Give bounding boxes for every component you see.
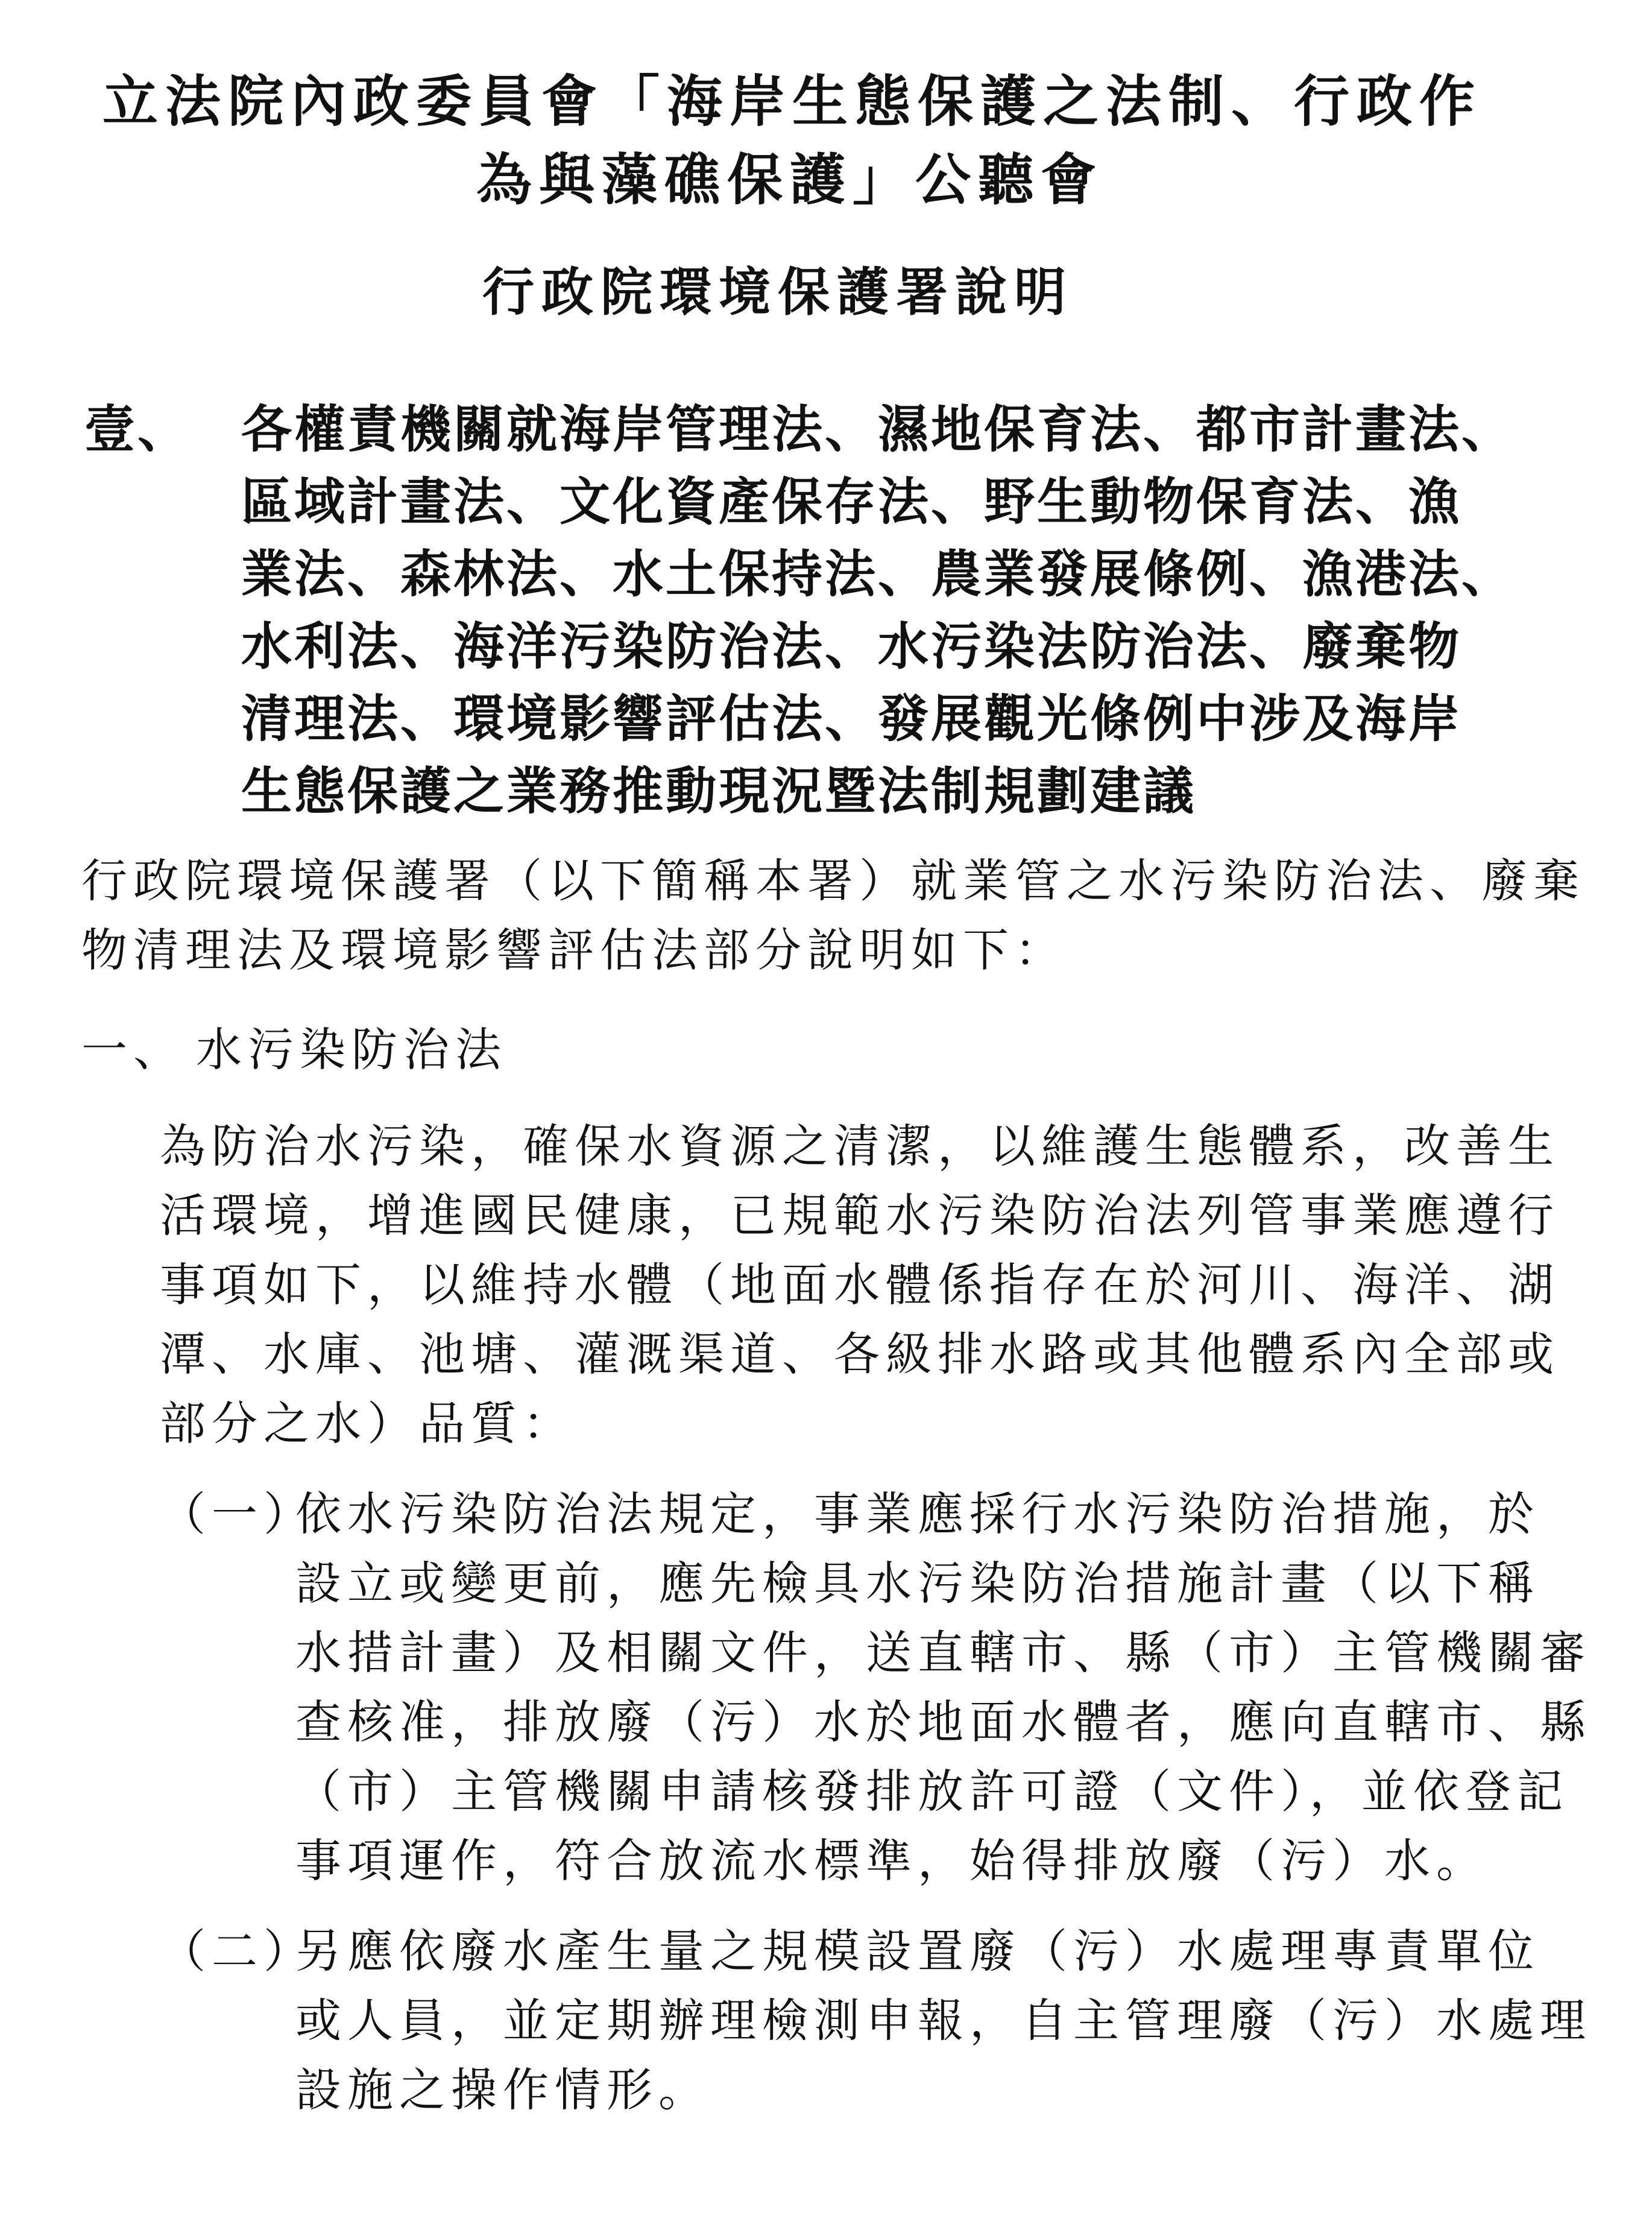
sub-item-2-marker: （二） <box>160 1924 315 1978</box>
section-1-marker: 壹、 <box>84 399 191 459</box>
item-1-para-line-5: 部分之水）品質： <box>160 1397 575 1450</box>
sub-item-1-line-2: 設立或變更前，應先檢具水污染防治措施計畫（以下稱 <box>295 1556 1540 1610</box>
item-1-para-line-2: 活環境，增進國民健康，已規範水污染防治法列管事業應遵行 <box>160 1189 1560 1242</box>
sub-item-2-line-3: 設施之操作情形。 <box>295 2063 710 2117</box>
item-1-para-line-1: 為防治水污染，確保水資源之清潔，以維護生態體系，改善生 <box>160 1119 1560 1173</box>
section-1-line-2: 區域計畫法、文化資產保存法、野生動物保育法、漁 <box>241 472 1462 531</box>
section-1-line-1: 各權責機關就海岸管理法、濕地保育法、都市計畫法、 <box>241 399 1515 459</box>
subtitle: 行政院環境保護署說明 <box>482 262 1073 323</box>
item-1-para-line-3: 事項如下，以維持水體（地面水體係指存在於河川、海洋、湖 <box>160 1258 1560 1312</box>
title-line-2: 為與藻礁保護」公聽會 <box>476 147 1104 212</box>
sub-item-1-line-4: 查核准，排放廢（污）水於地面水體者，應向直轄市、縣 <box>295 1695 1592 1749</box>
section-1-line-4: 水利法、海洋污染防治法、水污染法防治法、廢棄物 <box>241 616 1462 676</box>
sub-item-2-line-1: 另應依廢水產生量之規模設置廢（污）水處理專責單位 <box>295 1924 1540 1978</box>
intro-line-1: 行政院環境保護署（以下簡稱本署）就業管之水污染防治法、廢棄 <box>81 854 1585 908</box>
sub-item-1-line-5: （市）主管機關申請核發排放許可證（文件），並依登記 <box>295 1764 1569 1818</box>
sub-item-1-line-1: 依水污染防治法規定，事業應採行水污染防治措施，於 <box>295 1487 1540 1541</box>
sub-item-2-line-2: 或人員，並定期辦理檢測申報，自主管理廢（污）水處理 <box>295 1994 1592 2047</box>
title-line-1: 立法院內政委員會「海岸生態保護之法制、行政作 <box>102 69 1483 134</box>
item-1-para-line-4: 潭、水庫、池塘、灌溉渠道、各級排水路或其他體系內全部或 <box>160 1327 1560 1381</box>
section-1-line-3: 業法、森林法、水土保持法、農業發展條例、漁港法、 <box>241 544 1515 604</box>
item-1-marker: 一、 <box>81 1023 185 1076</box>
section-1-line-5: 清理法、環境影響評估法、發展觀光條例中涉及海岸 <box>241 689 1462 748</box>
sub-item-1-line-3: 水措計畫）及相關文件，送直轄市、縣（市）主管機關審 <box>295 1626 1592 1679</box>
section-1-line-6: 生態保護之業務推動現況暨法制規劃建議 <box>241 761 1197 821</box>
sub-item-1-marker: （一） <box>160 1487 315 1541</box>
intro-line-2: 物清理法及環境影響評估法部分說明如下： <box>81 923 1067 977</box>
item-1-title: 水污染防治法 <box>196 1023 507 1076</box>
sub-item-1-line-6: 事項運作，符合放流水標準，始得排放廢（污）水。 <box>295 1834 1488 1887</box>
